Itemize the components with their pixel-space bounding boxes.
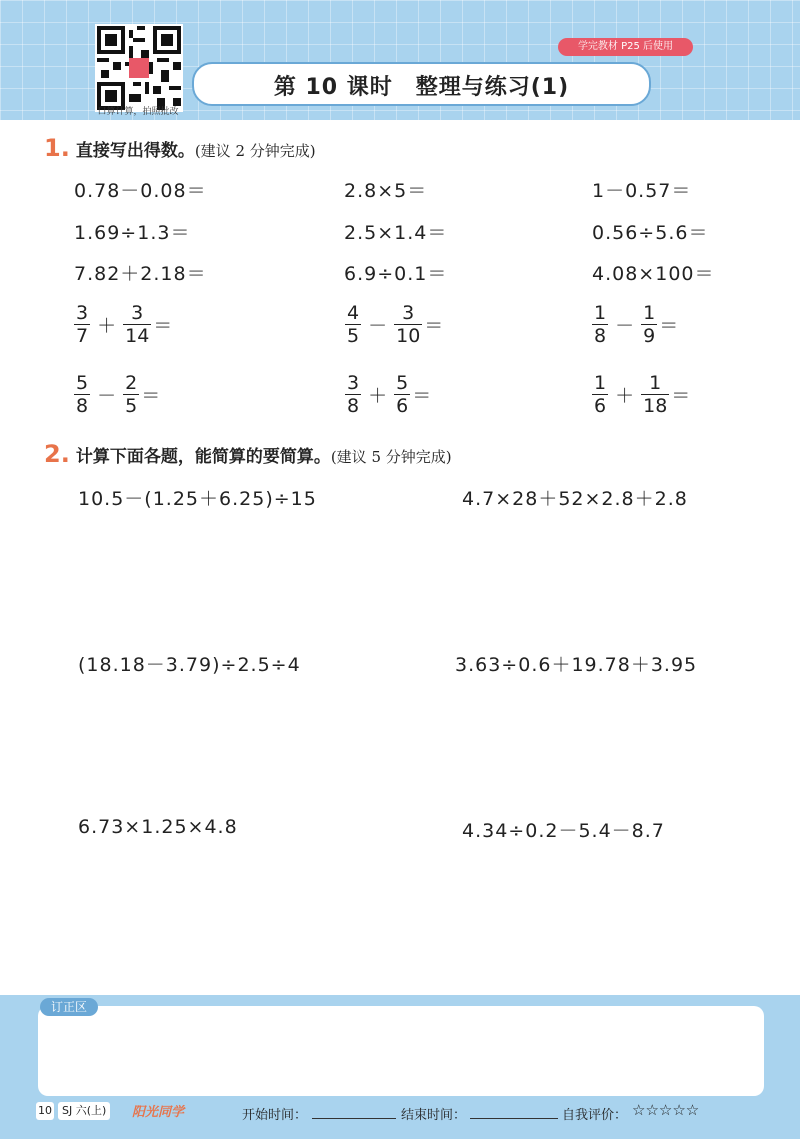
problem-2-1: 1.69÷1.3＝: [74, 222, 191, 244]
calc-problem-4: 3.63÷0.6＋19.78＋3.95: [455, 654, 698, 676]
rating-stars-icon[interactable]: ☆☆☆☆☆: [632, 1101, 700, 1119]
start-time-label: 开始时间：: [242, 1108, 308, 1123]
calc-problem-3: (18.18－3.79)÷2.5÷4: [78, 654, 301, 676]
fraction-problem-1-2: $\frac{4}{5}$ － $\frac{3}{10}$ ＝: [347, 302, 444, 347]
correction-label: 订正区: [40, 998, 98, 1016]
fraction-problem-2-3: $\frac{1}{6}$ ＋ $\frac{1}{18}$ ＝: [594, 372, 691, 417]
calc-problem-6: 4.34÷0.2－5.4－8.7: [462, 820, 665, 842]
footer: [36, 1098, 766, 1124]
usage-tag: 学完教材 P25 后使用: [558, 38, 693, 56]
end-time-line[interactable]: [470, 1118, 558, 1119]
section1-note: (建议 2 分钟完成): [194, 142, 316, 160]
fraction-problem-2-1: $\frac{5}{8}$ － $\frac{2}{5}$ ＝: [76, 372, 161, 417]
section2-note: (建议 5 分钟完成): [330, 448, 452, 466]
page-title: 第 10 课时 整理与练习(1): [273, 75, 570, 100]
calc-problem-2: 4.7×28＋52×2.8＋2.8: [462, 488, 688, 510]
problem-1-1: 0.78－0.08＝: [74, 180, 207, 202]
qr-code-icon: [95, 24, 183, 112]
title-bar: [192, 62, 651, 106]
problem-1-2: 2.8×5＝: [344, 180, 428, 202]
qr-caption: 口算计算，拍照批改: [97, 107, 179, 117]
fraction-problem-1-3: $\frac{1}{8}$ － $\frac{1}{9}$ ＝: [594, 302, 679, 347]
section1-title: 直接写出得数。: [75, 141, 195, 161]
self-eval-label: 自我评价：: [562, 1108, 628, 1123]
correction-area[interactable]: [38, 1006, 764, 1096]
brand-logo: 阳光同学: [132, 1105, 185, 1120]
section1-number: 1.: [44, 134, 70, 162]
problem-2-2: 2.5×1.4＝: [344, 222, 448, 244]
end-time-label: 结束时间：: [401, 1108, 467, 1123]
problem-3-3: 4.08×100＝: [592, 263, 715, 285]
start-time-line[interactable]: [312, 1118, 396, 1119]
problem-1-3: 1－0.57＝: [592, 180, 692, 202]
fraction-problem-1-1: $\frac{3}{7}$ ＋ $\frac{3}{14}$ ＝: [76, 302, 173, 347]
grade-label: SJ 六(上): [58, 1102, 110, 1120]
calc-problem-5: 6.73×1.25×4.8: [78, 816, 238, 838]
problem-2-3: 0.56÷5.6＝: [592, 222, 709, 244]
section1-heading: [44, 134, 316, 162]
problem-3-1: 7.82＋2.18＝: [74, 263, 207, 285]
calc-problem-1: 10.5－(1.25＋6.25)÷15: [78, 488, 317, 510]
fraction-problem-2-2: $\frac{3}{8}$ ＋ $\frac{5}{6}$ ＝: [347, 372, 432, 417]
section2-number: 2.: [44, 440, 70, 468]
section2-title: 计算下面各题，能简算的要简算。: [75, 447, 331, 467]
page-number: 10: [36, 1102, 54, 1120]
problem-3-2: 6.9÷0.1＝: [344, 263, 448, 285]
section2-heading: [44, 440, 452, 468]
